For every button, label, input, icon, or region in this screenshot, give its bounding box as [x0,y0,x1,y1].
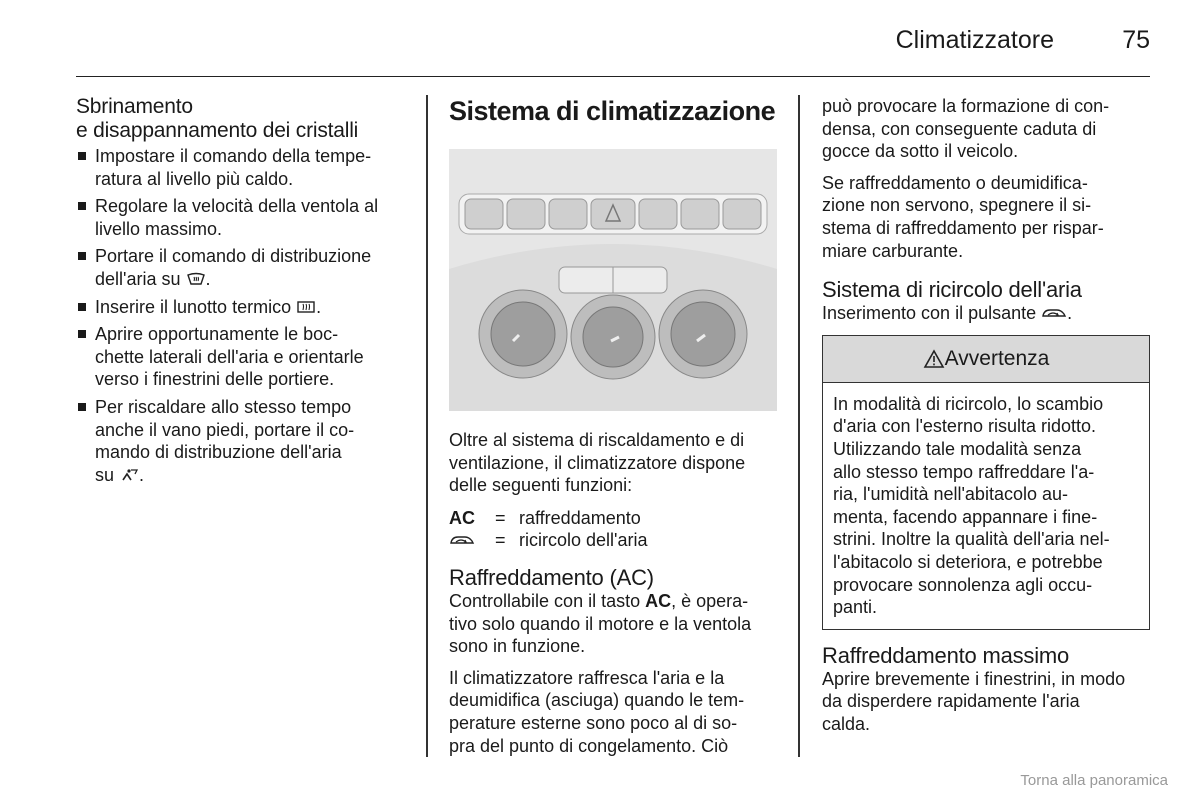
list-item: Per riscaldare allo stesso tempo anche il vano piedi, portare il co- mando di distribuzione dell'aria su . [76,396,406,486]
list-item: Impostare il comando della tempe- ratura al livello più caldo. [76,145,406,190]
defrost-heading-line1: Sbrinamento [76,95,193,118]
column-climate-system [449,95,779,757]
intro-paragraph: Oltre al sistema di riscaldamento e di ventilazione, il climatizzatore dispone delle seguenti funzioni: [449,430,746,496]
list-item: Portare il comando di distribuzione dell'aria su . [76,245,406,290]
warning-triangle-icon [923,349,945,369]
save-fuel-paragraph: Se raffreddamento o deumidifica- zione non servono, spegnere il si- stema di raffreddamento per rispar- miare carburante. [822,172,1104,261]
defrost-heading-line2: e disappannamento dei cristalli [76,119,359,142]
warning-box [822,335,1150,630]
warning-text: In modalità di ricircolo, lo scambio d'aria con l'esterno risulta ridotto. Utilizzando tale modalità senza allo stesso tempo raffreddare l'a- ria, l'umidità nell'abitacolo au- menta, facendo appannare i fine- strini. Inoltre la qualità dell'aria nel- l'abitacolo si deteriora, e potrebbe provocare sonnolenza agli occu- panti. [833,393,1110,618]
function-legend [449,507,779,552]
cooling-description-paragraph: Il climatizzatore raffresca l'aria e la deumidifica (asciuga) quando le tem- perature esterne sono poco al di so- pra del punto di congelamento. Ciò [449,667,745,756]
climate-panel-image [449,149,777,411]
legend-row-ac: AC = raffreddamento [449,507,641,528]
list-item: Inserire il lunotto termico . [76,296,406,319]
defrost-steps-list [76,145,406,486]
header-title: Climatizzatore [895,26,1054,54]
air-recirculation-icon [449,530,475,544]
page-header [76,22,1150,77]
cooling-ac-heading: Raffreddamento (AC) [449,564,654,590]
footwell-defrost-icon [119,465,139,479]
legend-row-recirc: = ricircolo dell'aria [449,529,779,552]
list-item: Regolare la velocità della ventola al livello massimo. [76,195,406,240]
windscreen-defrost-icon [186,269,206,283]
max-cooling-heading: Raffreddamento massimo [822,642,1070,668]
cooling-ac-paragraph: Controllabile con il tasto AC, è opera- tivo solo quando il motore e la ventola sono in funzione. [449,590,752,657]
recirculation-paragraph: Inserimento con il pulsante . [822,303,1073,324]
rear-window-heating-icon [296,297,316,311]
recirculation-heading: Sistema di ricircolo dell'aria [822,277,1082,303]
list-item: Aprire opportunamente le boc- chette laterali dell'aria e orientarle verso i finestrini delle portiere. [76,323,406,391]
column-defrost [76,95,406,491]
column-recirculation [822,95,1150,735]
climate-control-panel-illustration [449,149,777,411]
column-divider-1 [426,95,428,757]
condensation-paragraph: può provocare la formazione di con- densa, con conseguente caduta di gocce da sotto il veicolo. [822,96,1110,162]
warning-title: Avvertenza [944,346,1050,370]
page-number: 75 [1122,26,1150,54]
back-to-overview-link[interactable]: Torna alla panoramica [1020,772,1168,789]
defrost-heading [76,95,406,143]
air-recirculation-icon [1041,303,1067,317]
warning-header [823,336,1149,383]
section-title: Sistema di climatizzazione [449,96,776,126]
max-cooling-paragraph: Aprire brevemente i finestrini, in modo da disperdere rapidamente l'aria calda. [822,668,1126,734]
column-divider-2 [798,95,800,757]
